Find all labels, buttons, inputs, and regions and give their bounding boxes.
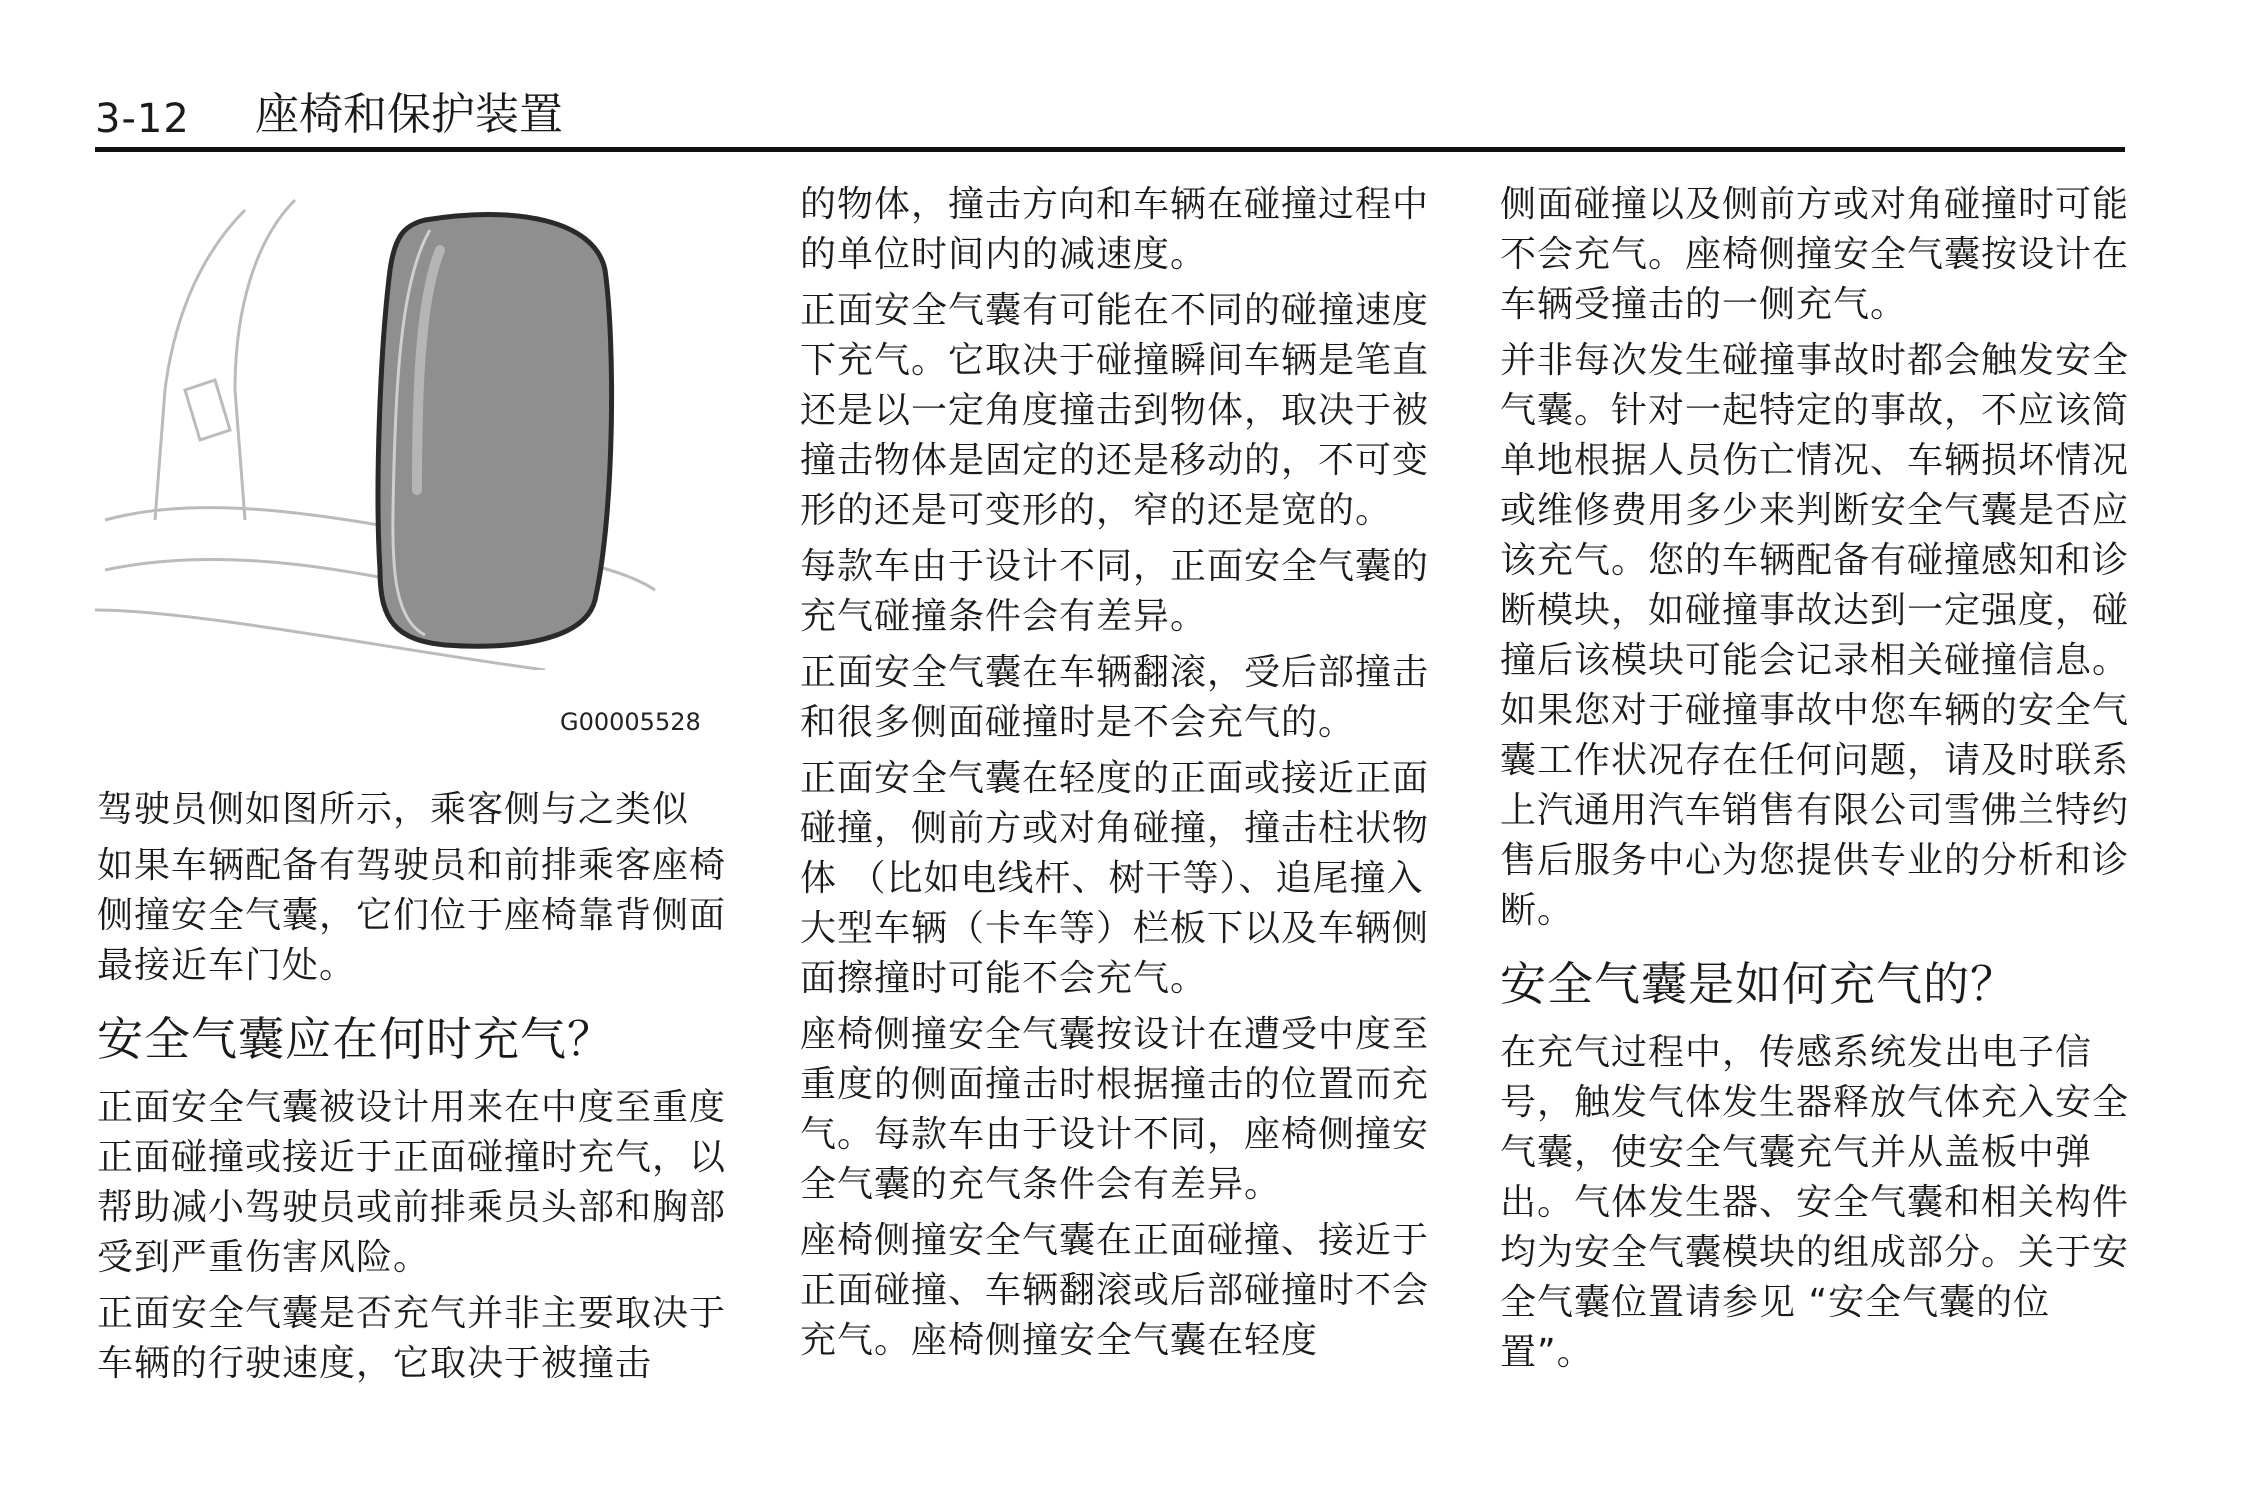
paragraph: 如果车辆配备有驾驶员和前排乘客座椅侧撞安全气囊，它们位于座椅靠背侧面最接近车门处。	[97, 845, 727, 986]
paragraph: 正面安全气囊在车辆翻滚，受后部撞击和很多侧面碰撞时是不会充气的。	[800, 652, 1430, 743]
paragraph: 座椅侧撞安全气囊按设计在遭受中度至重度的侧面撞击时根据撞击的位置而充气。每款车由于设计不同，座椅侧撞安全气囊的充气条件会有差异。	[800, 1014, 1430, 1205]
column-3	[1500, 180, 2130, 1384]
paragraph: 座椅侧撞安全气囊在正面碰撞、接近于正面碰撞、车辆翻滚或后部碰撞时不会充气。座椅侧撞安全气囊在轻度	[800, 1220, 1430, 1361]
paragraph: 正面安全气囊被设计用来在中度至重度正面碰撞或接近于正面碰撞时充气，以帮助减小驾驶员或前排乘员头部和胸部受到严重伤害风险。	[97, 1087, 727, 1278]
paragraph: 正面安全气囊有可能在不同的碰撞速度下充气。它取决于碰撞瞬间车辆是笔直还是以一定角度撞击到物体，取决于被撞击物体是固定的还是移动的，不可变形的还是可变形的，窄的还是宽的。	[800, 290, 1430, 531]
paragraph: 每款车由于设计不同，正面安全气囊的充气碰撞条件会有差异。	[800, 546, 1430, 637]
paragraph: 并非每次发生碰撞事故时都会触发安全气囊。针对一起特定的事故，不应该简单地根据人员伤亡情况、车辆损坏情况或维修费用多少来判断安全气囊是否应该充气。您的车辆配备有碰撞感知和诊断模块，如碰撞事故达到一定强度，碰撞后该模块可能会记录相关碰撞信息。如果您对于碰撞事故中您车辆的安全气囊工作状况存在任何问题，请及时联系上汽通用汽车销售有限公司雪佛兰特约售后服务中心为您提供专业的分析和诊断。	[1500, 340, 2130, 931]
section-heading: 安全气囊应在何时充气？	[97, 1012, 614, 1066]
paragraph: 正面安全气囊在轻度的正面或接近正面碰撞，侧前方或对角碰撞，撞击柱状物体 （比如电线杆、树干等）、追尾撞入大型车辆（卡车等）栏板下以及车辆侧面擦撞时可能不会充气。	[800, 758, 1430, 999]
paragraph: 正面安全气囊是否充气并非主要取决于车辆的行驶速度，它取决于被撞击	[97, 1293, 727, 1384]
section-heading: 安全气囊是如何充气的？	[1500, 957, 2017, 1011]
seat-side-airbag-illustration	[95, 190, 695, 670]
paragraph: 的物体，撞击方向和车辆在碰撞过程中的单位时间内的减速度。	[800, 184, 1430, 275]
chapter-title: 座椅和保护装置	[255, 89, 563, 140]
header-rule	[95, 147, 2125, 152]
figure-id: G00005528	[560, 708, 701, 736]
figure-caption: 驾驶员侧如图所示，乘客侧与之类似	[97, 789, 690, 830]
paragraph: 在充气过程中，传感系统发出电子信号，触发气体发生器释放气体充入安全气囊，使安全气囊充气并从盖板中弹出。气体发生器、安全气囊和相关构件均为安全气囊模块的组成部分。关于安全气囊位置请参见 “安全气囊的位置”。	[1500, 1032, 2130, 1373]
page-number: 3-12	[95, 96, 190, 142]
column-1	[97, 785, 727, 1395]
paragraph: 侧面碰撞以及侧前方或对角碰撞时可能不会充气。座椅侧撞安全气囊按设计在车辆受撞击的一侧充气。	[1500, 184, 2130, 325]
column-2	[800, 180, 1430, 1372]
page-header	[95, 72, 563, 142]
